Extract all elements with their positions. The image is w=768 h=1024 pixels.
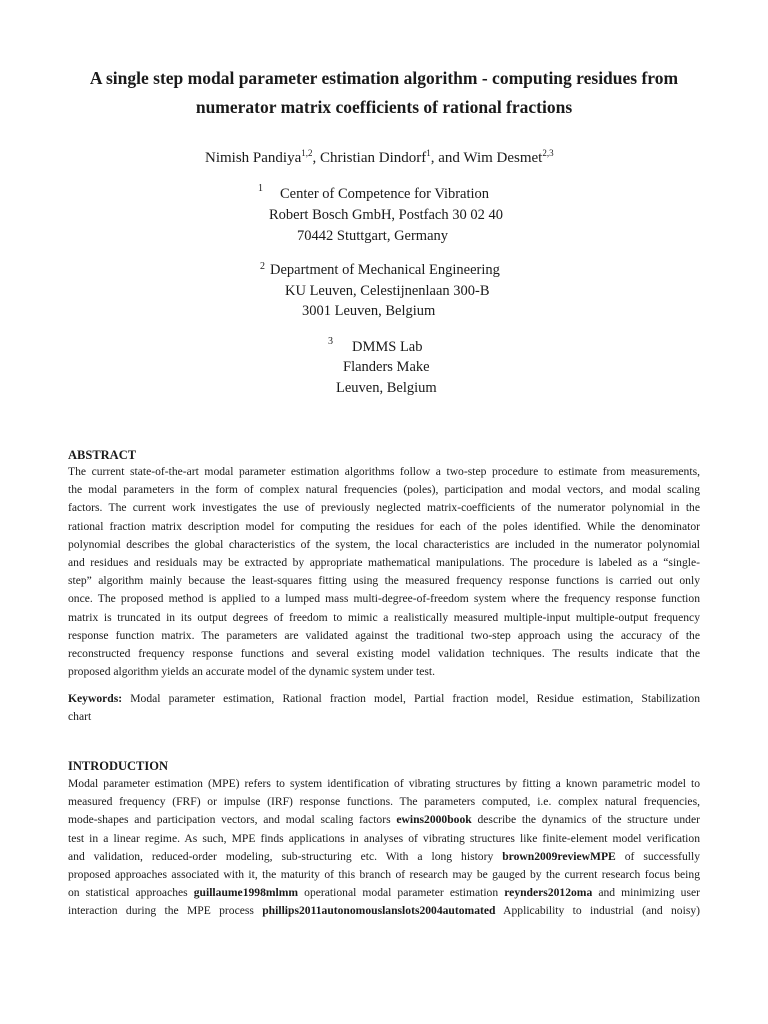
affiliation-1-mark: 1 bbox=[258, 183, 263, 194]
abstract-line: step” algorithm mainly because the least-squares fitting using the measured frequency response functions is carried out only bbox=[68, 574, 700, 588]
keywords-block bbox=[68, 690, 700, 726]
abstract-line: matrix is truncated in its output degrees of freedom to mimic a realistically measured multiple-input multiple-output frequency bbox=[68, 610, 700, 624]
intro-text: mode-shapes and participation vectors, and modal scaling factors bbox=[68, 813, 397, 827]
abstract-line: the modal parameters in the form of complex natural frequencies (poles), participation and modal vectors, and modal scaling bbox=[68, 483, 700, 497]
intro-text: and minimizing user bbox=[592, 886, 700, 900]
affiliation-3-line-3: Leuven, Belgium bbox=[336, 380, 437, 396]
intro-line: test in a linear regime. As such, MPE finds applications in analyses of vibrating structures like finite-element model verification bbox=[68, 831, 700, 845]
intro-line: proposed approaches associated with it, the maturity of this branch of research may be gauged by the current research focus being bbox=[68, 868, 700, 882]
intro-line bbox=[68, 902, 700, 920]
citation: ewins2000book bbox=[396, 813, 472, 827]
affiliation-3-mark: 3 bbox=[328, 336, 333, 347]
author-line bbox=[205, 150, 554, 167]
affiliation-2-line-1: Department of Mechanical Engineering bbox=[270, 262, 500, 278]
abstract-line: factors. The current work investigates the use of previously neglected matrix-coefficients of the numerator polynomial in the bbox=[68, 501, 700, 515]
intro-text: interaction during the MPE process bbox=[68, 904, 263, 918]
affiliation-2-line-2: KU Leuven, Celestijnenlaan 300-B bbox=[285, 283, 490, 299]
author-name: , Christian Dindorf bbox=[312, 150, 427, 166]
abstract-body bbox=[68, 463, 700, 681]
title-line-2: numerator matrix coefficients of rational fractions bbox=[195, 97, 573, 117]
citation: brown2009reviewMPE bbox=[502, 849, 616, 863]
author-affiliation-mark: 1,2 bbox=[301, 148, 313, 158]
affiliation-1-line-1: Center of Competence for Vibration bbox=[280, 186, 490, 202]
affiliation-2-line-3: 3001 Leuven, Belgium bbox=[302, 303, 436, 319]
abstract-line: polynomial describes the global characteristics of the system, the local characteristics are included in the numerator polynomial bbox=[68, 537, 700, 551]
author-name: , and Wim Desmet bbox=[430, 150, 543, 166]
citation: phillips2011autonomouslanslots2004automated bbox=[262, 904, 496, 918]
intro-text: and validation, reduced-order modeling, sub-structuring etc. With a long history bbox=[68, 849, 503, 863]
keywords-line bbox=[68, 690, 700, 708]
intro-text: of successfully bbox=[615, 849, 700, 863]
intro-text: Applicability to industrial (and noisy) bbox=[495, 904, 700, 918]
keywords-line: chart bbox=[68, 710, 92, 724]
abstract-line: The current state-of-the-art modal parameter estimation algorithms follow a two-step procedure to estimate from measurements, bbox=[68, 465, 700, 478]
abstract-line: response function matrix. The parameters are validated against the traditional two-step approach using the accuracy of the bbox=[68, 628, 700, 642]
abstract-line: rational fraction matrix description model for computing the residues for each of the poles identified. While the denominator bbox=[68, 519, 700, 533]
citation: reynders2012oma bbox=[504, 886, 593, 900]
citation: guillaume1998mlmm bbox=[193, 886, 299, 900]
intro-text: operational modal parameter estimation bbox=[298, 886, 505, 900]
paper-title bbox=[60, 64, 708, 122]
abstract-heading: ABSTRACT bbox=[68, 448, 137, 462]
intro-text: describe the dynamics of the structure under bbox=[471, 813, 700, 827]
affiliation-1-line-3: 70442 Stuttgart, Germany bbox=[297, 228, 449, 244]
affiliation-3-line-2: Flanders Make bbox=[343, 359, 430, 375]
intro-line bbox=[68, 848, 700, 866]
author-affiliation-mark: 2,3 bbox=[542, 148, 554, 158]
keywords-text: Modal parameter estimation, Rational fraction model, Partial fraction model, Residue estimation, Stabilization bbox=[130, 692, 700, 705]
intro-line bbox=[68, 884, 700, 902]
abstract-line: reconstructed frequency response functions and several existing model validation techniques. The results indicate that the bbox=[68, 647, 700, 661]
abstract-line: proposed algorithm yields an accurate model of the dynamic system under test. bbox=[68, 665, 436, 679]
intro-line bbox=[68, 811, 700, 829]
abstract-line: once. The proposed method is applied to a lumped mass multi-degree-of-freedom system where the frequency response function bbox=[68, 592, 700, 606]
keywords-label: Keywords: bbox=[68, 692, 123, 705]
affiliation-3-line-1: DMMS Lab bbox=[352, 339, 423, 355]
intro-line: Modal parameter estimation (MPE) refers to system identification of vibrating structures by fitting a known parametric model to bbox=[68, 777, 700, 790]
author-affiliation-mark: 1 bbox=[426, 148, 431, 158]
author-name: Nimish Pandiya bbox=[205, 150, 302, 166]
intro-text: on statistical approaches bbox=[68, 886, 194, 900]
affiliation-2-mark: 2 bbox=[260, 261, 265, 272]
introduction-heading: INTRODUCTION bbox=[68, 759, 169, 773]
affiliation-1-line-2: Robert Bosch GmbH, Postfach 30 02 40 bbox=[269, 207, 503, 223]
intro-line: measured frequency (FRF) or impulse (IRF) response functions. The parameters computed, i.e. complex natural frequencies, bbox=[68, 795, 700, 809]
abstract-line: and residues and residuals may be extracted by appropriate mathematical manipulations. The procedure is labeled as a “single- bbox=[68, 556, 700, 570]
introduction-body bbox=[68, 775, 700, 921]
title-line-1: A single step modal parameter estimation algorithm - computing residues from bbox=[89, 68, 679, 88]
